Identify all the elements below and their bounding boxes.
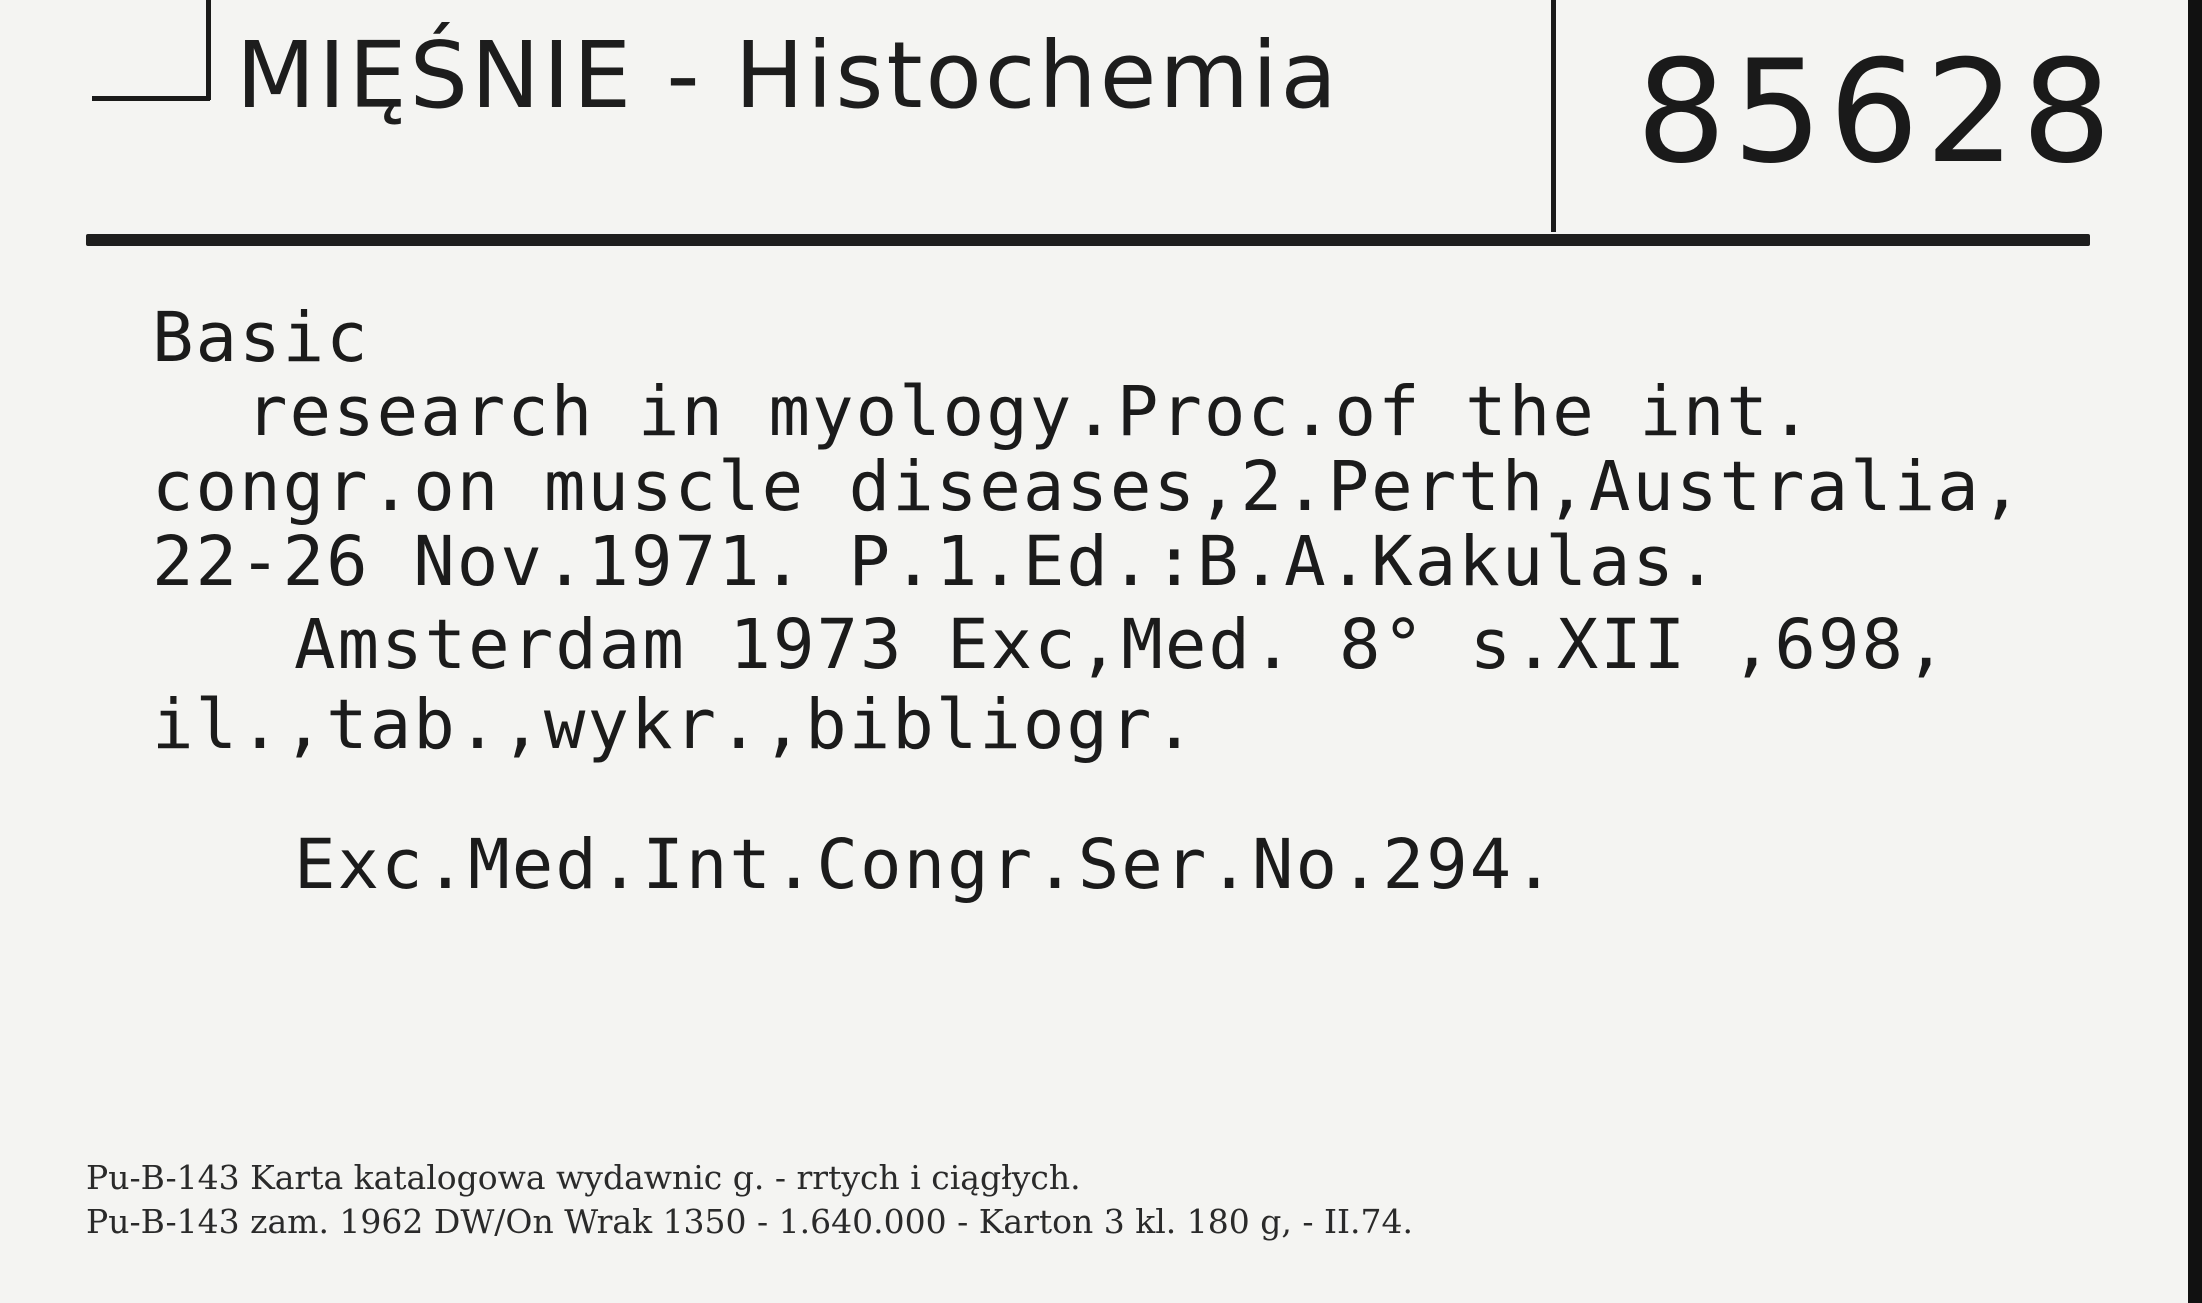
entry-title-continuation: research in myology.Proc.of the int. <box>246 372 1814 452</box>
entry-title-line: Basic <box>152 298 370 378</box>
header-divider <box>1551 0 1556 232</box>
card-right-edge <box>2188 0 2202 1303</box>
entry-series-line: Exc.Med.Int.Congr.Ser.No.294. <box>294 825 1557 905</box>
subject-heading: MIĘŚNIE - Histochemia <box>236 22 1340 129</box>
entry-imprint-line: Amsterdam 1973 Exc,Med. 8° s.XII ,698, <box>294 605 1949 685</box>
header-left-border <box>206 0 211 100</box>
card-form-footer-1: Pu-B-143 Karta katalogowa wydawnic g. - rrtych i ciągłych. <box>86 1158 1081 1197</box>
header-rule <box>86 234 2090 246</box>
card-form-footer-2: Pu-B-143 zam. 1962 DW/On Wrak 1350 - 1.640.000 - Karton 3 kl. 180 g, - II.74. <box>86 1202 1414 1241</box>
entry-date-editor-line: 22-26 Nov.1971. P.1.Ed.:B.A.Kakulas. <box>152 522 1720 602</box>
entry-congress-line: congr.on muscle diseases,2.Perth,Australia, <box>152 447 2025 527</box>
accession-number: 85628 <box>1636 30 2118 195</box>
header-tick-mark <box>92 96 210 101</box>
entry-illustrations-line: il.,tab.,wykr.,bibliogr. <box>152 685 1197 765</box>
